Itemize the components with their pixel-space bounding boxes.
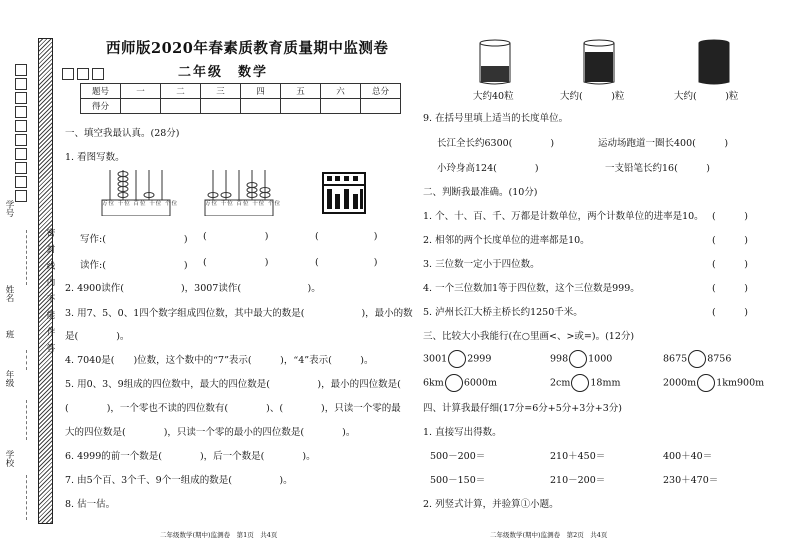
question-7: 7. 由5个百、3个千、9个一组成的数是( )。 (65, 475, 293, 486)
student-id-boxes (15, 63, 27, 203)
id-box (15, 176, 27, 188)
corner-box (77, 68, 89, 80)
section-3-heading: 三、比较大小我能行(在○里画<、>或=)。(12分) (423, 331, 635, 342)
compare-left: 8675 (663, 353, 688, 365)
compare-right: 8756 (707, 353, 732, 365)
jar-1-label: 大约40粒 (473, 91, 514, 102)
compare-left: 998 (550, 353, 569, 365)
read-row (80, 257, 188, 271)
judge-3-answer[interactable]: ( ) (712, 259, 748, 270)
score-cell (161, 99, 201, 114)
score-table (80, 83, 401, 114)
compare-right: 2999 (467, 353, 492, 365)
judge-2-answer[interactable]: ( ) (712, 235, 748, 246)
score-cell: 三 (201, 84, 241, 99)
question-3a: 3. 用7、5、0、1四个数字组成四位数，其中最大的数是( )，最小的数 (65, 308, 413, 319)
id-box (15, 120, 27, 132)
score-cell: 总分 (361, 84, 401, 99)
question-2: 2. 4900读作( )，3007读作( )。 (65, 283, 321, 294)
label-class: 班 (4, 330, 14, 339)
jar-1 (478, 38, 512, 86)
jar-3 (697, 38, 731, 86)
corner-box (92, 68, 104, 80)
score-value-row (81, 99, 401, 114)
compare-circle[interactable] (697, 374, 715, 392)
question-9: 9. 在括号里填上适当的长度单位。 (423, 113, 569, 124)
score-cell: 题号 (81, 84, 121, 99)
q9-item-3: 小玲身高124( ) (437, 163, 539, 174)
place-label: 万位 (205, 201, 219, 207)
compare-left: 3001 (423, 353, 448, 365)
compare-circle[interactable] (571, 374, 589, 392)
id-box (15, 148, 27, 160)
calc-item: 210＋450＝ (550, 451, 606, 462)
calc-item: 230＋470＝ (663, 475, 719, 486)
place-label: 千位 (220, 201, 234, 207)
calc-item: 400＋40＝ (663, 451, 713, 462)
write-label: 写作:( (80, 234, 106, 245)
question-5a: 5. 用0、3、9组成的四位数中，最大的四位数是( )，最小的四位数是( (65, 379, 401, 390)
q9-item-1: 长江全长约6300( ) (437, 138, 555, 149)
question-5c: 大的四位数是( )，只读一个零的最小的四位数是( )。 (65, 427, 356, 438)
question-8: 8. 估一估。 (65, 499, 116, 510)
calc-item: 210－200＝ (550, 475, 606, 486)
compare-left: 2000m (663, 377, 697, 389)
section-2-heading: 二、判断我最准确。(10分) (423, 187, 538, 198)
compare-right: 1000 (588, 353, 613, 365)
section-4-heading: 四、计算我最仔细(17分=6分+5分+3分+3分) (423, 403, 623, 414)
judge-4: 4. 一个三位数加1等于四位数，这个三位数是999。 (423, 283, 640, 294)
label-grade: 年级 (4, 370, 14, 387)
label-name: 姓名 (4, 285, 14, 302)
paren: ( (315, 257, 319, 268)
score-cell: 得分 (81, 99, 121, 114)
paren: ) (373, 231, 378, 242)
jar-2 (582, 38, 616, 86)
score-cell: 六 (321, 84, 361, 99)
score-header-row (81, 84, 401, 99)
page-footer-2: 二年级数学(期中)监测卷 第2页 共4页 (490, 531, 608, 539)
page-footer-1: 二年级数学(期中)监测卷 第1页 共4页 (160, 531, 278, 539)
score-cell: 二 (161, 84, 201, 99)
compare-circle[interactable] (688, 350, 706, 368)
judge-3: 3. 三位数一定小于四位数。 (423, 259, 540, 270)
compare-left: 6km (423, 377, 444, 389)
place-label: 十位 (252, 201, 266, 207)
compare-circle[interactable] (445, 374, 463, 392)
paren: ) (264, 231, 269, 242)
judge-5-answer[interactable]: ( ) (712, 307, 748, 318)
abacus-3 (322, 172, 366, 214)
label-school: 学校 (4, 450, 14, 467)
calc-item: 500－200＝ (430, 451, 486, 462)
score-cell (121, 99, 161, 114)
paren: ) (373, 257, 378, 268)
compare-1 (423, 350, 491, 368)
compare-right: 1km900m (716, 377, 765, 389)
question-1: 1. 看图写数。 (65, 152, 125, 163)
seal-text: 密封线内不能作答 (45, 228, 55, 360)
place-label: 个位 (165, 201, 179, 207)
id-box (15, 78, 27, 90)
abacus-1 (100, 164, 172, 216)
place-label: 百位 (236, 201, 250, 207)
paren: ( (315, 231, 319, 242)
compare-right: 6000m (463, 377, 497, 389)
compare-circle[interactable] (569, 350, 587, 368)
question-3b: 是( )。 (65, 331, 130, 342)
judge-5: 5. 泸州长江大桥主桥长约1250千米。 (423, 307, 583, 318)
judge-4-answer[interactable]: ( ) (712, 283, 748, 294)
write-answer-2[interactable] (203, 231, 268, 242)
abacus-1-places (102, 201, 178, 207)
place-label: 万位 (102, 201, 116, 207)
place-label: 千位 (117, 201, 131, 207)
read-answer-2[interactable] (203, 257, 268, 268)
score-cell (201, 99, 241, 114)
exam-title: 西师版2020年春素质教育质量期中监测卷 (106, 40, 389, 57)
question-6: 6. 4999的前一个数是( )，后一个数是( )。 (65, 451, 316, 462)
id-box (15, 134, 27, 146)
place-label: 百位 (133, 201, 147, 207)
exam-subtitle: 二年级 数学 (178, 65, 269, 80)
paren: ) (183, 260, 188, 271)
question-4: 4. 7040是( )位数，这个数中的“7”表示( )，“4”表示( )。 (65, 355, 374, 366)
compare-2 (550, 350, 612, 368)
jar-2-label: 大约( )粒 (560, 91, 625, 102)
write-answer-3[interactable] (315, 231, 377, 242)
paren: ) (183, 234, 188, 245)
score-cell: 五 (281, 84, 321, 99)
label-student-id: 学号 (4, 200, 14, 217)
paren: ( (203, 257, 207, 268)
calc-2-heading: 2. 列竖式计算，并验算①小题。 (423, 499, 559, 510)
id-box (15, 64, 27, 76)
compare-4 (423, 374, 497, 392)
judge-2: 2. 相邻的两个长度单位的进率都是10。 (423, 235, 590, 246)
read-answer-3[interactable] (315, 257, 377, 268)
paren: ) (264, 257, 269, 268)
judge-1-answer[interactable]: ( ) (712, 211, 748, 222)
calc-1-heading: 1. 直接写出得数。 (423, 427, 502, 438)
paren: ( (203, 231, 207, 242)
compare-left: 2cm (550, 377, 571, 389)
question-5b: ( )，一个零也不读的四位数有( )、( )，只读一个零的最 (65, 403, 401, 414)
id-box (15, 162, 27, 174)
id-box (15, 106, 27, 118)
score-cell (241, 99, 281, 114)
id-box (15, 92, 27, 104)
place-label: 个位 (268, 201, 282, 207)
q9-item-2: 运动场跑道一圈长400( ) (598, 138, 729, 149)
compare-6 (663, 374, 764, 392)
score-cell (361, 99, 401, 114)
q9-item-4: 一支铅笔长约16( ) (605, 163, 711, 174)
abacus-2 (203, 164, 275, 216)
place-label: 十位 (149, 201, 163, 207)
score-cell: 一 (121, 84, 161, 99)
write-row (80, 231, 188, 245)
calc-item: 500－150＝ (430, 475, 486, 486)
compare-circle[interactable] (448, 350, 466, 368)
abacus-2-places (205, 201, 281, 207)
compare-5 (550, 374, 620, 392)
judge-1: 1. 个、十、百、千、万都是计数单位，两个计数单位的进率是10。 (423, 211, 704, 222)
section-1-heading: 一、填空我最认真。(28分) (65, 128, 180, 139)
read-label: 读作:( (80, 260, 106, 271)
compare-3 (663, 350, 731, 368)
compare-right: 18mm (590, 377, 621, 389)
id-box (15, 190, 27, 202)
jar-3-label: 大约( )粒 (674, 91, 739, 102)
score-cell (321, 99, 361, 114)
score-cell (281, 99, 321, 114)
corner-boxes (62, 67, 104, 84)
corner-box (62, 68, 74, 80)
score-cell: 四 (241, 84, 281, 99)
